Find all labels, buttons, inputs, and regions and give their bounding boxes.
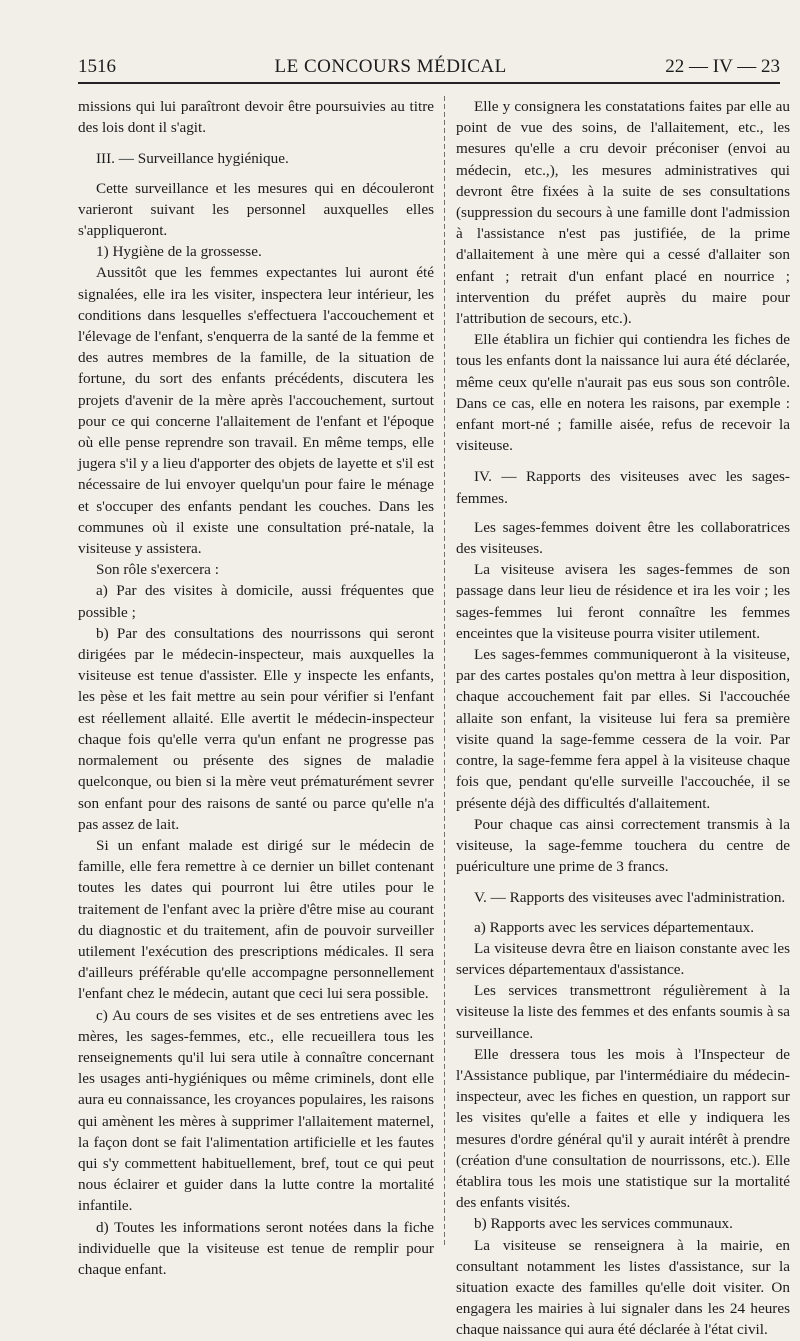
paragraph: Si un enfant malade est dirigé sur le médecin de famille, elle fera remettre à ce dernier un billet contenant toutes les dates qui pourront lui être utiles pour le traitement de l'enfant avec la prière d'être mise au courant du diagnostic et du traitement, afin de pouvoir surveiller utilement l'exécution des prescriptions médicales. Il sera d'ailleurs préférable qu'elle accompagne personnellement l'enfant chez le médecin, autant que ceci lui sera possible. [78,836,434,1003]
paragraph: a) Par des visites à domicile, aussi fréquentes que possible ; [78,582,434,621]
section-heading: III. — Surveillance hygiénique. [96,150,289,168]
column-divider [444,96,445,1246]
paragraph: b) Par des consultations des nourrissons qui seront dirigées par le médecin-inspecteur, mais auxquelles la visiteuse est tenue d'assister. Elle y inspecte les enfants, les pèse et les fait mettre au sein pour vérifier si l'enfant est réellement allaité. Elle avertit le médecin-inspecteur chaque fois qu'elle verra qu'un enfant ne progresse pas normalement ou présente des signes de maladie quelconque, ou bien si la mère veut prématurément sevrer son enfant pour des raisons de santé ou parce qu'elle n'a pas assez de lait. [78,624,434,833]
paragraph: Son rôle s'exercera : [96,561,219,579]
issue-date: 22 — IV — 23 [665,56,780,77]
paragraph: 1) Hygiène de la grossesse. [96,243,262,261]
paragraph: Elle y consignera les constatations faites par elle au point de vue des soins, de l'allaitement, etc., les mesures qu'elle a cru devoir préconiser (envoi au médecin, etc.,), les mesures administratives qui devront être fixées à la suite de ses consultations (suppression du secours à une famille dont l'admission à l'assistance n'est pas justifiée, de la prime d'allaitement à une mère qui a cessé d'allaiter son enfant ; retrait d'un enfant placé en nourrice ; intervention du préfet auprès du maire pour l'attribution de secours, etc.). [456,98,790,328]
paragraph: c) Au cours de ses visites et de ses entretiens avec les mères, les sages-femmes, etc., elle recueillera tous les renseignements qu'il lui sera utile à connaître concernant les usages anti-hygiéniques ou même criminels, dont elle aura eu connaissance, les croyances populaires, les raisons qui amènent les mères à supprimer l'allaitement maternel, la façon dont se fait l'alimentation artificielle et les fautes qui s'y commettent habituellement, bref, tout ce qui peut nous éclairer et guider dans la lutte contre la mortalité infantile. [78,1006,434,1215]
paragraph: b) Rapports avec les services communaux. [474,1215,733,1233]
page-number: 1516 [78,56,116,77]
paragraph: Les sages-femmes doivent être les collaboratrices des visiteuses. [456,518,790,558]
paragraph: Aussitôt que les femmes expectantes lui auront été signalées, elle ira les visiter, inspectera leur intérieur, les conditions dans lesquelles s'effectuera l'accouchement et l'élevage de l'enfant, s'enquerra de la santé de la femme et des autres membres de la famille, de la situation de fortune, du sort des enfants précédents, discutera les projets d'avenir de la mère après l'accouchement, surtout pour ce qui concerne l'allaitement de l'enfant et l'époque où elle pense reprendre son travail. En même temps, elle jugera s'il y a lieu d'apporter des objets de layette et s'il est nécessaire de lui envoyer quelqu'un pour faire le ménage et s'occuper des enfants pendant les couches. Dans les communes où il existe une consultation pré-natale, la visiteuse y assistera. [78,264,434,558]
journal-title: LE CONCOURS MÉDICAL [274,56,507,77]
page-header [78,48,780,84]
paragraph: La visiteuse devra être en liaison constante avec les services départementaux d'assistance. [456,939,790,978]
right-column [456,96,790,1341]
paragraph: La visiteuse se renseignera à la mairie, en consultant notamment les listes d'assistance, sur la situation exacte des familles qu'elle doit visiter. On engagera les mairies à lui signaler dans les 24 heures chaque naissance qui aura été déclarée à l'état civil. [456,1236,790,1339]
paragraph: Elle dressera tous les mois à l'Inspecteur de l'Assistance publique, par l'intermédiaire du médecin-inspecteur, avec les fiches en question, un rapport sur les visites qu'elle a faites et elle y indiquera les mesures d'ordre général qu'il y aurait intérêt à prendre (création d'une consultation de nourrissons, etc.). Elle établira tous les mois une statistique sur la mortalité des enfants visités. [456,1045,790,1212]
paragraph: Elle établira un fichier qui contiendra les fiches de tous les enfants dont la naissance lui aura été déclarée, même ceux qu'elle n'aurait pas eus sous son contrôle. Dans ce cas, elle en notera les raisons, par exemple : enfant mort-né ; famille aisée, refus de recevoir la visiteuse. [456,331,790,455]
paragraph: La visiteuse avisera les sages-femmes de son passage dans leur lieu de résidence et ira les voir ; les sages-femmes lui feront connaître les femmes enceintes que la visiteuse pourra visiter utilement. [456,561,790,642]
paragraph: Pour chaque cas ainsi correctement transmis à la visiteuse, la sage-femme touchera du centre de puériculture une prime de 3 francs. [456,815,790,876]
paragraph: Les sages-femmes communiqueront à la visiteuse, par des cartes postales qu'on mettra à leur disposition, chaque accouchement fait par elles. Si l'accouchée allaite son enfant, la visiteuse lui fera sa première visite quand la sage-femme cessera de la voir. Par contre, la sage-femme fera appel à la visiteuse chaque fois que, pendant qu'elle surveille l'accouchée, il se présente déjà des difficultés d'allaitement. [456,646,790,812]
section-heading: V. — Rapports des visiteuses avec l'administration. [474,889,786,907]
section-heading: IV. — Rapports des visiteuses avec les sages-femmes. [456,468,790,507]
paragraph: d) Toutes les informations seront notées dans la fiche individuelle que la visiteuse est tenue de remplir pour chaque enfant. [78,1218,434,1278]
paragraph: Les services transmettront régulièrement à la visiteuse la liste des femmes et des enfants soumis à sa surveillance. [456,982,790,1042]
paragraph: a) Rapports avec les services départementaux. [474,918,755,936]
left-column [78,96,434,1280]
paragraph: Cette surveillance et les mesures qui en découleront varieront suivant les personnel auxquelles elles s'appliqueront. [78,179,434,240]
paragraph: missions qui lui paraîtront devoir être poursuivies au titre des lois dont il s'agit. [78,98,434,137]
